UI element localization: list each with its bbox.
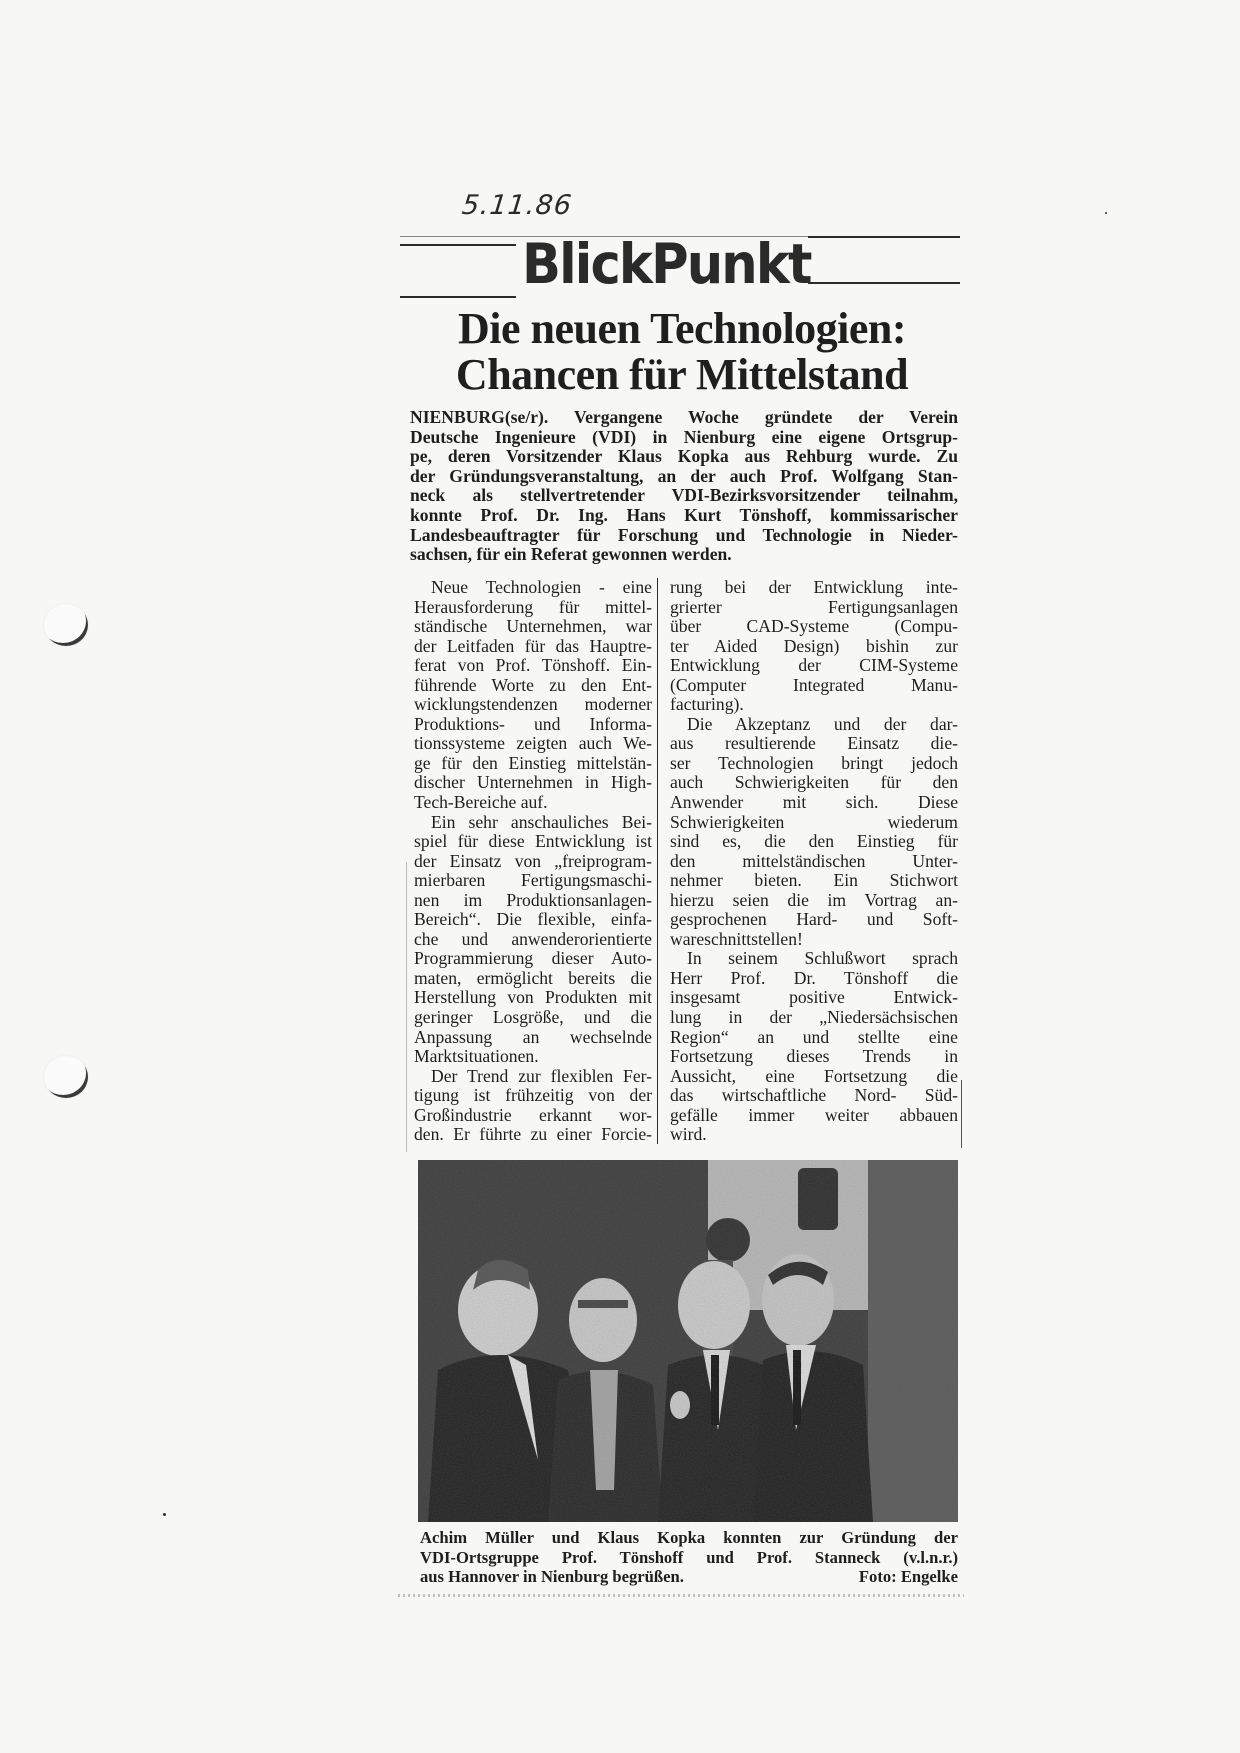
headline-line: Die neuen Technologien: bbox=[457, 304, 907, 353]
lead-line: konnte Prof. Dr. Ing. Hans Kurt Tönshoff, kommissarischer bbox=[410, 504, 958, 525]
body-line: spiel für diese Entwicklung ist bbox=[414, 831, 652, 852]
clipping-edge bbox=[398, 1594, 964, 1597]
column-rule bbox=[406, 862, 407, 1152]
caption-line: Achim Müller und Klaus Kopka konnten zur Gründung der bbox=[420, 1528, 958, 1547]
body-line: nehmer bieten. Ein Stichwort bbox=[670, 870, 958, 891]
body-line: tigung ist frühzeitig von der bbox=[414, 1085, 652, 1106]
body-line: den. Er führte zu einer Forcie- bbox=[414, 1124, 652, 1145]
body-line: Fortsetzung dieses Trends in bbox=[670, 1046, 958, 1067]
caption-line: VDI-Ortsgruppe Prof. Tönshoff und Prof. Stanneck (v.l.n.r.) bbox=[420, 1547, 958, 1567]
news-photo bbox=[418, 1160, 958, 1522]
body-line: Der Trend zur flexiblen Fer- bbox=[431, 1065, 652, 1086]
lead-line: Deutsche Ingenieure (VDI) in Nienburg eine eigene Ortsgrup- bbox=[410, 426, 958, 447]
body-line: Tech-Bereiche auf. bbox=[414, 792, 548, 813]
rule bbox=[400, 244, 516, 246]
body-line: führende Worte zu den Ent- bbox=[414, 674, 652, 695]
body-line: ter Aided Design) bishin zur bbox=[670, 635, 958, 656]
column-divider bbox=[657, 578, 658, 1144]
body-line: den mittelständischen Unter- bbox=[670, 850, 958, 871]
punch-hole bbox=[44, 1056, 88, 1098]
speck bbox=[1105, 212, 1107, 214]
column-right bbox=[670, 578, 958, 1145]
body-line: Aussicht, eine Fortsetzung die bbox=[670, 1065, 958, 1086]
lead-line: NIENBURG(se/r). Vergangene Woche gründete der Verein bbox=[410, 407, 958, 427]
body-line: facturing). bbox=[670, 694, 744, 715]
body-line: der Leitfaden für das Hauptre- bbox=[414, 635, 652, 656]
rubric-banner bbox=[398, 232, 964, 304]
body-line: che und anwenderorientierte bbox=[414, 928, 652, 949]
caption-last-row bbox=[420, 1567, 958, 1587]
body-line: ständische Unternehmen, war bbox=[414, 616, 652, 637]
body-line: aus resultierende Einsatz die- bbox=[670, 733, 958, 754]
body-line: Produktions- und Informa- bbox=[414, 713, 652, 734]
column-left bbox=[414, 578, 652, 1145]
body-line: (Computer Integrated Manu- bbox=[670, 674, 958, 695]
body-line: gesprochenen Hard- und Soft- bbox=[670, 909, 958, 930]
body-line: über CAD-Systeme (Compu- bbox=[670, 616, 958, 637]
photo-illustration bbox=[418, 1160, 958, 1522]
body-line: mierbaren Fertigungsmaschi- bbox=[414, 870, 652, 891]
body-line: ge für den Einstieg mittelstän- bbox=[414, 752, 652, 773]
body-line: Programmierung dieser Auto- bbox=[414, 948, 652, 969]
body-line: sind es, die den Einstieg für bbox=[670, 831, 958, 852]
body-line: Herstellung von Produkten mit bbox=[414, 987, 652, 1008]
column-rule bbox=[961, 1080, 962, 1148]
body-line: discher Unternehmen in High- bbox=[414, 772, 652, 793]
rule bbox=[808, 282, 960, 284]
lead-paragraph bbox=[410, 408, 958, 565]
newspaper-clipping bbox=[398, 222, 964, 1602]
body-line: geringer Losgröße, und die bbox=[414, 1007, 652, 1028]
photo-credit: Foto: Engelke bbox=[858, 1567, 958, 1586]
body-line: der Einsatz von „freiprogram- bbox=[414, 850, 652, 871]
headline-line: Chancen für Mittelstand bbox=[455, 350, 909, 399]
body-line: auch Schwierigkeiten für den bbox=[670, 772, 958, 793]
body-line: Entwicklung der CIM-Systeme bbox=[670, 655, 958, 676]
lead-line: Landesbeauftragter für Forschung und Technologie in Nieder- bbox=[410, 524, 958, 545]
lead-line: neck als stellvertretender VDI-Bezirksvorsitzender teilnahm, bbox=[410, 485, 958, 506]
body-line: insgesamt positive Entwick- bbox=[670, 987, 958, 1008]
body-line: Herr Prof. Dr. Tönshoff die bbox=[670, 967, 958, 988]
body-line: Ein sehr anschauliches Bei- bbox=[431, 811, 652, 832]
headline bbox=[412, 306, 952, 398]
lead-line: sachsen, für ein Referat gewonnen werden. bbox=[410, 544, 732, 565]
rule bbox=[400, 296, 516, 298]
body-line: nen im Produktionsanlagen- bbox=[414, 889, 652, 910]
body-line: ferat von Prof. Tönshoff. Ein- bbox=[414, 655, 652, 676]
body-line: maten, ermöglicht bereits die bbox=[414, 967, 652, 988]
body-line: hierzu seien die im Vortrag an- bbox=[670, 889, 958, 910]
caption-line: aus Hannover in Nienburg begrüßen. bbox=[420, 1567, 684, 1586]
punch-hole bbox=[44, 604, 88, 646]
body-line: Anpassung an wechselnde bbox=[414, 1026, 652, 1047]
photo-caption bbox=[420, 1528, 958, 1587]
lead-line: der Gründungsveranstaltung, an der auch Prof. Wolfgang Stan- bbox=[410, 465, 958, 486]
body-line: Schwierigkeiten wiederum bbox=[670, 811, 958, 832]
handwritten-date: 5.11.86 bbox=[460, 190, 574, 221]
body-line: Die Akzeptanz und der dar- bbox=[687, 713, 958, 734]
body-line: Anwender mit sich. Diese bbox=[670, 792, 958, 813]
body-line: gefälle immer weiter abbauen bbox=[670, 1104, 958, 1125]
body-line: wicklungstendenzen moderner bbox=[414, 694, 652, 715]
body-line: Herausforderung für mittel- bbox=[414, 596, 652, 617]
body-line: Region“ an und stellte eine bbox=[670, 1026, 958, 1047]
speck bbox=[163, 1513, 166, 1516]
body-line: grierter Fertigungsanlagen bbox=[670, 596, 958, 617]
body-line: Neue Technologien - eine bbox=[431, 577, 652, 597]
body-line: rung bei der Entwicklung inte- bbox=[670, 577, 958, 597]
body-line: ser Technologien bringt jedoch bbox=[670, 752, 958, 773]
body-line: Großindustrie erkannt wor- bbox=[414, 1104, 652, 1125]
body-line: das wirtschaftliche Nord- Süd- bbox=[670, 1085, 958, 1106]
body-line: Marktsituationen. bbox=[414, 1046, 539, 1067]
rubric-title: BlickPunkt bbox=[522, 232, 811, 296]
body-line: tionssysteme zeigten auch We- bbox=[414, 733, 652, 754]
body-line: In seinem Schlußwort sprach bbox=[687, 948, 958, 969]
rule bbox=[808, 236, 960, 238]
body-line: wareschnittstellen! bbox=[670, 928, 803, 949]
lead-line: pe, deren Vorsitzender Klaus Kopka aus Rehburg wurde. Zu bbox=[410, 446, 958, 467]
body-line: wird. bbox=[670, 1124, 707, 1145]
body-line: Bereich“. Die flexible, einfa- bbox=[414, 909, 652, 930]
body-line: lung in der „Niedersächsischen bbox=[670, 1007, 958, 1028]
